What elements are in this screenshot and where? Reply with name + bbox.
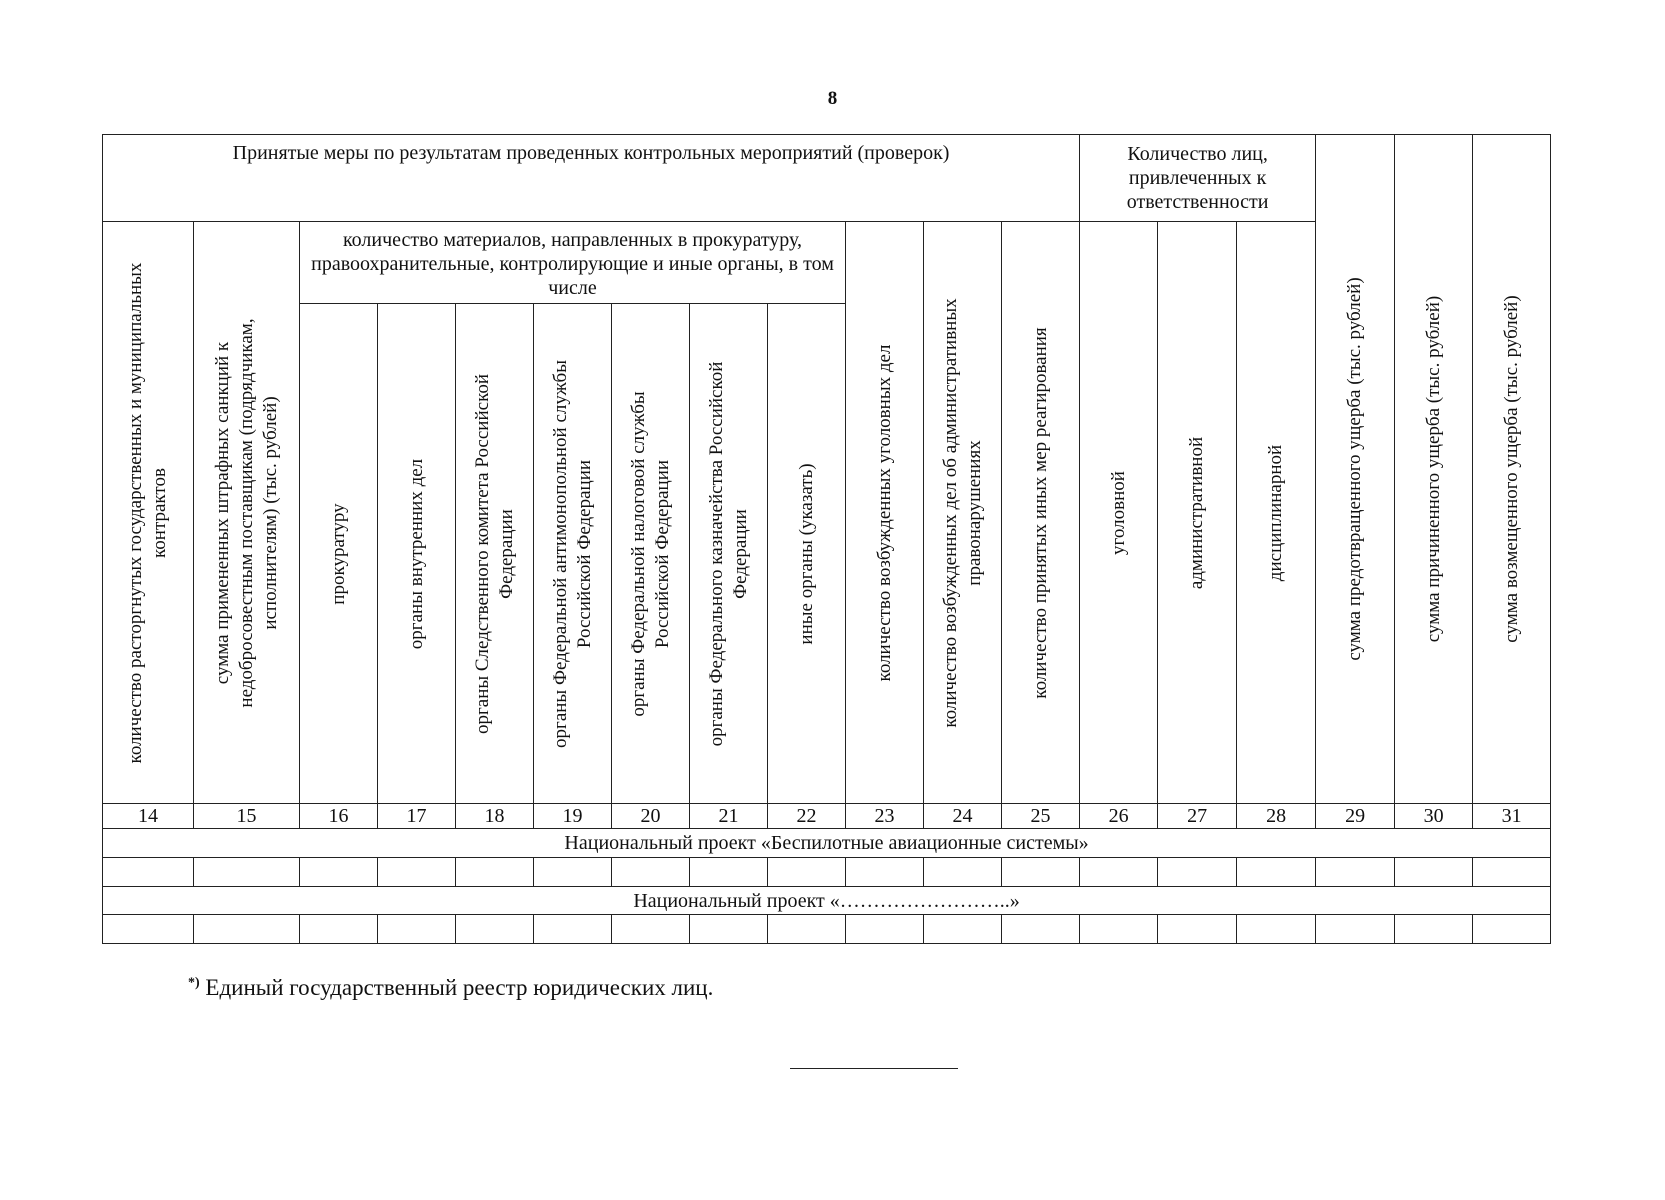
empty-cell — [1080, 915, 1158, 944]
column-number: 30 — [1395, 804, 1473, 829]
empty-cell — [194, 915, 300, 944]
empty-cell — [1473, 915, 1551, 944]
column-number: 22 — [768, 804, 846, 829]
empty-cell — [194, 858, 300, 887]
table-row — [103, 915, 1551, 944]
header-col-27 — [1158, 222, 1237, 804]
column-number: 16 — [300, 804, 378, 829]
header-col-30 — [1395, 135, 1473, 804]
header-col-31 — [1473, 135, 1551, 804]
header-col-18 — [456, 304, 534, 804]
column-number: 15 — [194, 804, 300, 829]
header-col-29-text: сумма предотвращенного ущерба (тыс. рублей) — [1344, 277, 1366, 661]
empty-cell — [1158, 858, 1237, 887]
header-col-24-text: количество возбужденных дел об административных правонарушениях — [939, 297, 985, 728]
column-number: 28 — [1237, 804, 1316, 829]
header-col-15-text: сумма примененных штрафных санкций к недобросовестным поставщикам (подрядчикам, исполнителям) (тыс. рублей) — [211, 317, 281, 708]
column-number: 31 — [1473, 804, 1551, 829]
column-number: 24 — [924, 804, 1002, 829]
header-col-17-text: органы внутренних дел — [405, 458, 427, 649]
column-number: 18 — [456, 804, 534, 829]
empty-cell — [456, 858, 534, 887]
header-col-23-text: количество возбужденных уголовных дел — [873, 344, 895, 681]
empty-cell — [690, 858, 768, 887]
column-number: 29 — [1316, 804, 1395, 829]
header-measures: Принятые меры по результатам проведенных контрольных мероприятий (проверок) — [103, 135, 1080, 222]
header-col-17 — [378, 304, 456, 804]
header-col-22 — [768, 304, 846, 804]
empty-cell — [300, 915, 378, 944]
page-number: 8 — [827, 88, 838, 109]
header-materials: количество материалов, направленных в прокуратуру, правоохранительные, контролирующие и иные органы, в том числе — [300, 222, 846, 304]
header-col-28-text: дисциплинарной — [1265, 444, 1287, 581]
header-col-22-text: иные органы (указать) — [795, 462, 817, 645]
empty-cell — [300, 858, 378, 887]
header-col-29 — [1316, 135, 1395, 804]
empty-cell — [612, 915, 690, 944]
empty-cell — [768, 915, 846, 944]
section-row-2: Национальный проект «……………………..» — [103, 887, 1551, 915]
header-col-15 — [194, 222, 300, 804]
empty-cell — [690, 915, 768, 944]
empty-cell — [1002, 858, 1080, 887]
column-number: 19 — [534, 804, 612, 829]
empty-cell — [846, 858, 924, 887]
empty-cell — [456, 915, 534, 944]
header-col-19-text: органы Федеральной антимонопольной службы Российской Федерации — [549, 359, 595, 748]
empty-cell — [1237, 858, 1316, 887]
header-persons: Количество лиц, привлеченных к ответственности — [1080, 135, 1316, 222]
header-col-21-text: органы Федерального казначейства Российской Федерации — [705, 361, 751, 746]
empty-cell — [924, 915, 1002, 944]
header-col-31-text: сумма возмещенного ущерба (тыс. рублей) — [1500, 295, 1522, 643]
header-col-23 — [846, 222, 924, 804]
empty-cell — [846, 915, 924, 944]
empty-cell — [1316, 915, 1395, 944]
empty-cell — [534, 915, 612, 944]
table-row — [103, 858, 1551, 887]
header-col-14 — [103, 222, 194, 804]
column-number: 21 — [690, 804, 768, 829]
measures-table — [102, 134, 1551, 944]
empty-cell — [103, 915, 194, 944]
header-col-19 — [534, 304, 612, 804]
header-col-21 — [690, 304, 768, 804]
empty-cell — [103, 858, 194, 887]
header-col-30-text: сумма причиненного ущерба (тыс. рублей) — [1422, 295, 1444, 643]
header-col-16-text: прокуратуру — [327, 502, 349, 605]
empty-cell — [1237, 915, 1316, 944]
empty-cell — [1395, 915, 1473, 944]
header-col-25 — [1002, 222, 1080, 804]
empty-cell — [1395, 858, 1473, 887]
empty-cell — [612, 858, 690, 887]
end-rule — [790, 1068, 958, 1069]
header-col-20-text: органы Федеральной налоговой службы Российской Федерации — [627, 390, 673, 717]
header-col-14-text: количество расторгнутых государственных и муниципальных контрактов — [125, 262, 170, 763]
empty-cell — [768, 858, 846, 887]
empty-cell — [378, 915, 456, 944]
footnote — [188, 975, 713, 1001]
empty-cell — [924, 858, 1002, 887]
column-number: 20 — [612, 804, 690, 829]
header-col-26-text: уголовной — [1107, 470, 1129, 555]
header-col-26 — [1080, 222, 1158, 804]
footnote-marker: *) — [188, 975, 200, 991]
header-col-27-text: административной — [1186, 436, 1208, 589]
empty-cell — [1316, 858, 1395, 887]
column-number: 23 — [846, 804, 924, 829]
column-number: 17 — [378, 804, 456, 829]
empty-cell — [1002, 915, 1080, 944]
section-row-1: Национальный проект «Беспилотные авиационные системы» — [103, 829, 1551, 858]
column-number: 25 — [1002, 804, 1080, 829]
column-number: 27 — [1158, 804, 1237, 829]
column-number: 26 — [1080, 804, 1158, 829]
empty-cell — [534, 858, 612, 887]
empty-cell — [1080, 858, 1158, 887]
empty-cell — [378, 858, 456, 887]
header-col-16 — [300, 304, 378, 804]
header-col-25-text: количество принятых иных мер реагирования — [1029, 326, 1051, 699]
empty-cell — [1158, 915, 1237, 944]
header-col-18-text: органы Следственного комитета Российской Федерации — [471, 373, 517, 734]
empty-cell — [1473, 858, 1551, 887]
header-col-28 — [1237, 222, 1316, 804]
header-col-24 — [924, 222, 1002, 804]
column-number: 14 — [103, 804, 194, 829]
header-col-20 — [612, 304, 690, 804]
footnote-text: Единый государственный реестр юридических лиц. — [205, 975, 714, 1000]
